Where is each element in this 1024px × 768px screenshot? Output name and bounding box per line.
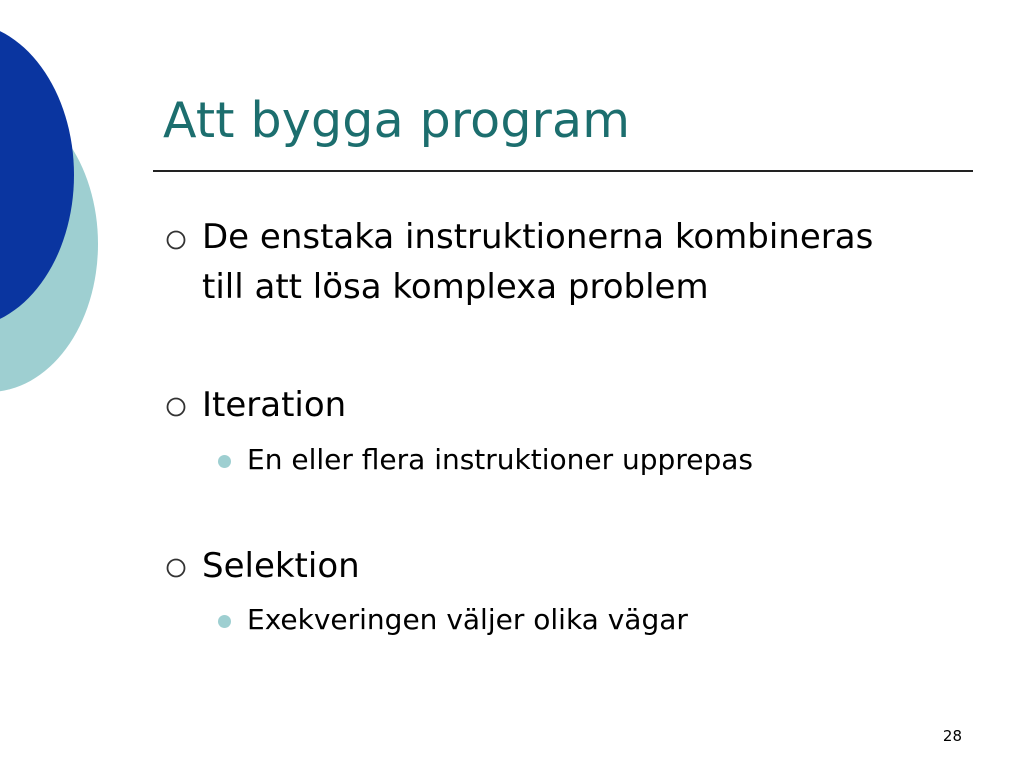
bullet-2-text: Iteration xyxy=(202,385,347,425)
hollow-circle-icon xyxy=(165,557,187,579)
filled-dot-icon xyxy=(218,455,231,468)
page-number: 28 xyxy=(942,727,962,745)
bullet-1-line-2: till att lösa komplexa problem xyxy=(202,267,709,307)
hollow-circle-icon xyxy=(165,229,187,251)
bullet-3-sub-1: Exekveringen väljer olika vägar xyxy=(247,603,688,636)
bullet-1-line-1: De enstaka instruktionerna kombineras xyxy=(202,217,874,257)
filled-dot-icon xyxy=(218,615,231,628)
bullet-3-text: Selektion xyxy=(202,546,360,586)
bullet-2-sub-1: En eller flera instruktioner upprepas xyxy=(247,443,753,476)
title-divider xyxy=(153,170,973,172)
hollow-circle-icon xyxy=(165,396,187,418)
slide-title: Att bygga program xyxy=(163,92,631,149)
